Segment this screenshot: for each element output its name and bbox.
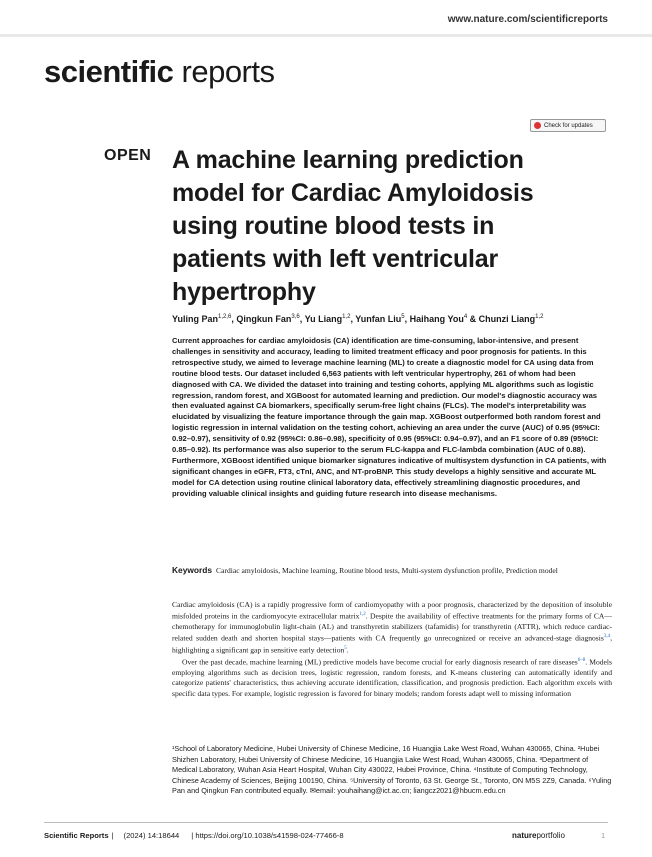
author-affil: 5: [401, 314, 405, 320]
journal-url[interactable]: www.nature.com/scientificreports: [447, 14, 608, 25]
crossmark-icon: [534, 122, 541, 129]
publisher-bold: nature: [512, 830, 537, 840]
open-access-label: OPEN: [104, 147, 152, 164]
footer-doi[interactable]: | https://doi.org/10.1038/s41598-024-77466-8: [191, 830, 344, 840]
publisher-light: portfolio: [536, 830, 565, 840]
author-affil: 1,2: [342, 314, 351, 320]
citation-link[interactable]: 3,4: [603, 634, 611, 640]
author-affil: 3,6: [291, 314, 300, 320]
author-affil: 1,2,6: [218, 314, 232, 320]
article-title: A machine learning prediction model for Cardiac Amyloidosis using routine blood tests in patients with left ventricular hypertrophy: [172, 146, 534, 306]
author-name[interactable]: Qingkun Fan: [236, 314, 292, 324]
check-for-updates-button[interactable]: [530, 119, 606, 132]
keywords: [172, 565, 612, 577]
footer-divider: [44, 822, 608, 823]
page-number: 1: [601, 830, 606, 840]
body-paragraph: [172, 600, 612, 656]
body-paragraph: [172, 656, 612, 699]
body-text-run: Cardiac amyloidosis (CA) is a rapidly progressive form of cardiomyopathy with a poor prognosis, characterized by the deposition of insoluble misfolded proteins in the cardiomyocyte extracellular matrix: [172, 600, 612, 621]
body-text-run: Over the past decade, machine learning (ML) predictive models have become crucial for early diagnosis research of rare diseases: [182, 657, 578, 667]
body-text-run: . Despite the availability of effective treatments for the primary forms of CA—chemotherapy for immunoglobulin light-chain (AL) and transthyretin stabilizers (tafamidis) for transthyretin (ATTR), which reduce cardiac-related sudden death and shorten hospital stays—patients with CA frequently go unrecognized or receive an advanced-stage diagnosis: [172, 611, 612, 643]
author-list: Yuling Pan$^{1,2,6}$, Qingkun Fan$^{3,6}$, Yu Liang$^{1,2}$, Yunfan Liu$^5$, Haihang You$^4$ & Chunzi Liang$^{1,2}$: [172, 314, 544, 324]
page-footer: [44, 829, 608, 841]
footer-separator: |: [111, 830, 114, 840]
keywords-list: Cardiac amyloidosis, Machine learning, Routine blood tests, Multi-system dysfunction profile, Prediction model: [216, 566, 558, 575]
publisher-logo: [512, 831, 565, 840]
footer-journal: Scientific Reports: [44, 830, 109, 840]
citation-link[interactable]: 1,2: [359, 612, 366, 618]
citation-link[interactable]: 5: [344, 646, 347, 652]
body-text-run: .: [346, 645, 349, 655]
abstract: Current approaches for cardiac amyloidosis (CA) identification are time-consuming, labor-intensive, and present challenges in sensitivity and accuracy, leading to limited treatment efficacy and poor prognosis for patients. In this retrospective study, we aimed to leverage machine learning (ML) to create a diagnostic model for CA using data from routine blood tests. Our dataset included 6,563 patients with left ventricular hypertrophy, 261 of whom had been diagnosed with CA. We divided the dataset into training and testing cohorts, applying ML algorithms such as logistic regression, random forest, and XGBoost for automated learning and prediction. Our model's diagnostic accuracy was then evaluated against CA biomarkers, specifically serum-free light chains (FLCs). The model's interpretability was elucidated by visualizing the feature importance through the gain map. XGBoost outperformed both random forest and logistic regression in internal validation on the testing cohort, achieving an area under the curve (AUC) of 0.95 (95%CI: 0.92–0.97), sensitivity of 0.92 (95%CI: 0.86–0.98), specificity of 0.95 (95%CI: 0.94–0.97), and an F1 score of 0.89 (95%CI: 0.85–0.92). Its performance was also superior to the serum FLC-kappa and FLC-lambda combination (AUC of 0.88). Furthermore, XGBoost identified unique biomarker signatures indicative of multisystem dysfunction in CA patients, with significant changes in eGFR, FT3, cTnI, ANC, and NT-proBNP. This study develops a highly sensitive and accurate ML model for CA detection using routine clinical laboratory data, effectively streamlining diagnostic procedures, and providing valuable clinical insights and guiding future research into disease mechanisms.: [172, 336, 607, 498]
journal-logo[interactable]: [44, 54, 275, 90]
keywords-label: Keywords: [172, 565, 213, 575]
footer-volume: (2024) 14:18644: [123, 830, 180, 840]
author-name[interactable]: Yu Liang: [304, 314, 343, 324]
logo-light-text-2: reports: [181, 54, 275, 89]
citation-link[interactable]: 6–8: [577, 658, 586, 664]
author-name[interactable]: Yunfan Liu: [355, 314, 402, 324]
body-text: [172, 600, 612, 699]
author-name[interactable]: Chunzi Liang: [478, 314, 536, 324]
body-text-run: . Models employing algorithms such as decision trees, logistic regression, random forests, and K-means clustering can automatically identify and categorize patients' characteristics, thus achieving accurate identification, classification, and prognosis prediction. Each algorithm excels with specific data types. For example, logistic regression is favored for binary models; random forests adapt well to missing information: [172, 657, 612, 698]
author-name[interactable]: Haihang You: [409, 314, 464, 324]
body-text-run: , highlighting a significant gap in sensitive early detection: [172, 633, 612, 655]
author-name[interactable]: Yuling Pan: [172, 314, 219, 324]
author-affil: 4: [463, 314, 468, 320]
author-affil: 1,2: [535, 314, 544, 320]
check-for-updates-label: Check for updates: [544, 122, 593, 129]
affiliations: ¹School of Laboratory Medicine, Hubei University of Chinese Medicine, 16 Huangjia Lake West Road, Wuhan 430065, China. ²Hubei Shizhen Laboratory, Hubei University of Chinese Medicine, 16 Huangjia Lake West Road, Wuhan 430065, China. ³Department of Medical Laboratory, Wuhan Asia Heart Hospital, Wuhan City 430022, Hubei Province, China. ⁴Institute of Computing Technology, Chinese Academy of Sciences, Beijing 100190, China. ⁵University of Toronto, 63 St. George St., Toronto, ON M5S 2Z9, Canada. ⁶Yuling Pan and Qingkun Fan contributed equally. ✉email: youhaihang@ict.ac.cn; liangcz2021@hbucm.edu.cn: [172, 744, 612, 796]
logo-light-text: [173, 54, 181, 89]
logo-bold-text: scientific: [44, 54, 174, 89]
header-divider: [0, 34, 652, 37]
